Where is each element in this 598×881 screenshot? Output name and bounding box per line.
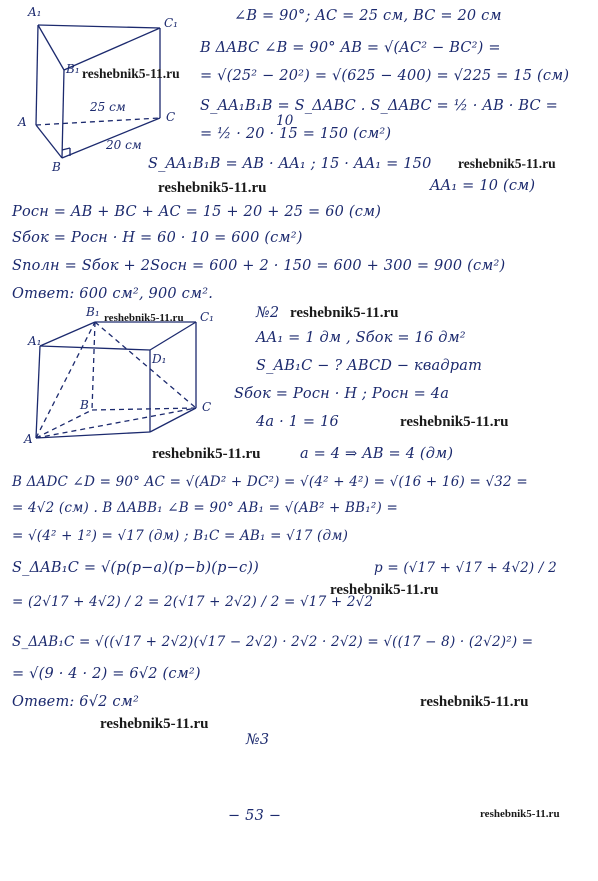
text-line-17: В ΔADC ∠D = 90° AC = √(AD² + DC²) = √(4² + 4²) = √(16 + 16) = √32 = xyxy=(12,474,528,490)
text-line-1: ∠B = 90°; AC = 25 см, BC = 20 см xyxy=(234,8,502,24)
answer-1: Ответ: 600 см², 900 см². xyxy=(12,286,214,302)
watermark: reshebnik5-11.ru xyxy=(104,312,184,324)
text-line-2: В ΔABC ∠B = 90° AB = √(AC² − BC²) = xyxy=(200,40,501,56)
label-b: B xyxy=(80,398,89,412)
text-line-15: 4a · 1 = 16 xyxy=(256,414,339,430)
edge-bc-hidden xyxy=(92,408,196,410)
text-line-21: = (2√17 + 4√2) / 2 = 2(√17 + 2√2) / 2 = √17 + 2√2 xyxy=(12,594,374,610)
text-line-6: S_AA₁B₁B = AB · AA₁ ; 15 · AA₁ = 150 xyxy=(148,156,432,172)
text-line-16: a = 4 ⇒ AB = 4 (дм) xyxy=(300,446,454,462)
watermark: reshebnik5-11.ru xyxy=(458,156,556,171)
text-line-5-index: 10 xyxy=(276,113,294,129)
text-line-13: S_AB₁C − ? ABCD − квадрат xyxy=(256,358,483,374)
text-line-23: = √(9 · 4 · 2) = 6√2 (см²) xyxy=(12,666,201,682)
text-line-5: = ½ · 20 · 15 = 150 (см²) xyxy=(200,126,392,142)
text-line-7: AA₁ = 10 (см) xyxy=(430,178,536,194)
diagonal-b1c xyxy=(95,322,196,408)
text-line-19: = √(4² + 1²) = √17 (дм) ; B₁C = AB₁ = √17 (дм) xyxy=(12,528,349,544)
text-line-18: = 4√2 (см) . В ΔABB₁ ∠B = 90° AB₁ = √(AB² + BB₁²) = xyxy=(12,500,398,516)
label-b1: B₁ xyxy=(66,62,80,76)
watermark: reshebnik5-11.ru xyxy=(420,694,529,710)
edge-dc xyxy=(150,408,196,432)
watermark: reshebnik5-11.ru xyxy=(290,305,399,321)
problem-number-2: №2 xyxy=(256,305,280,321)
label-c: C xyxy=(166,110,176,124)
answer-2: Ответ: 6√2 см² xyxy=(12,694,139,710)
label-length-20: 20 см xyxy=(106,138,142,152)
label-d1: D₁ xyxy=(152,352,167,366)
edge-ad xyxy=(36,432,150,438)
text-line-4: S_AA₁B₁B = S_ΔABC . S_ΔABC = ½ · AB · BC = xyxy=(200,98,558,114)
text-line-10: Sполн = Sбок + 2Sосн = 600 + 2 · 150 = 600 + 300 = 900 (см²) xyxy=(12,258,506,274)
text-line-12: AA₁ = 1 дм , Sбок = 16 дм² xyxy=(256,330,466,346)
watermark: reshebnik5-11.ru xyxy=(82,66,180,81)
edge-d1c1 xyxy=(150,322,196,350)
label-a1: A₁ xyxy=(28,334,42,348)
text-line-20: S_ΔAB₁C = √(p(p−a)(p−b)(p−c)) xyxy=(12,560,259,576)
label-a: A xyxy=(18,115,27,129)
label-c: C xyxy=(202,400,212,414)
watermark: reshebnik5-11.ru xyxy=(480,808,560,820)
watermark: reshebnik5-11.ru xyxy=(158,180,267,196)
diagonal-ab1 xyxy=(36,322,95,438)
label-c1: C₁ xyxy=(164,16,178,30)
problem-number-3: №3 xyxy=(246,732,270,748)
text-line-14: Sбок = Pосн · H ; Pосн = 4a xyxy=(234,386,450,402)
label-a1: A₁ xyxy=(28,5,42,19)
label-a: A xyxy=(24,432,33,446)
watermark: reshebnik5-11.ru xyxy=(152,446,261,462)
edge-aa1 xyxy=(36,346,40,438)
label-b1: B₁ xyxy=(86,305,100,319)
watermark: reshebnik5-11.ru xyxy=(400,414,509,430)
page-number: − 53 − xyxy=(228,808,282,824)
edge-ab-hidden xyxy=(36,410,92,438)
edge-a1d1 xyxy=(40,346,150,350)
label-c1: C₁ xyxy=(200,310,214,324)
edge-bb1-hidden xyxy=(92,322,95,410)
text-line-9: Sбок = Pосн · H = 60 · 10 = 600 (см²) xyxy=(12,230,303,246)
watermark: reshebnik5-11.ru xyxy=(100,716,209,732)
label-length-25: 25 см xyxy=(90,100,126,114)
edge-a1b1 xyxy=(40,322,95,346)
text-line-20b: p = (√17 + √17 + 4√2) / 2 xyxy=(374,560,557,576)
label-b: B xyxy=(52,160,61,174)
text-line-22: S_ΔAB₁C = √((√17 + 2√2)(√17 − 2√2) · 2√2 · 2√2) = √((17 − 8) · (2√2)²) = xyxy=(12,634,534,650)
watermark: reshebnik5-11.ru xyxy=(330,582,439,598)
text-line-8: Pосн = AB + BC + AC = 15 + 20 + 25 = 60 (см) xyxy=(12,204,382,220)
text-line-3: = √(25² − 20²) = √(625 − 400) = √225 = 15 (см) xyxy=(200,68,570,84)
